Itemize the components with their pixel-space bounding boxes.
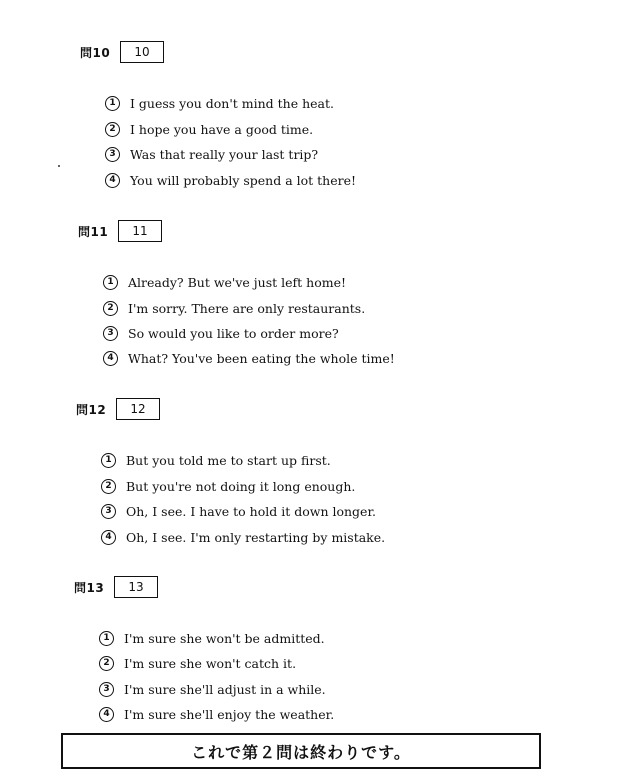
option-2 — [105, 119, 313, 139]
option-3 — [103, 323, 339, 343]
option-text: But you told me to start up first. — [126, 452, 331, 468]
answer-box: 12 — [116, 398, 160, 420]
option-text: I'm sure she won't catch it. — [124, 655, 297, 671]
question-header — [80, 40, 164, 64]
option-2 — [103, 298, 365, 318]
option-3 — [101, 501, 376, 521]
option-number: 1 — [99, 631, 114, 646]
option-number: 3 — [103, 326, 118, 341]
option-number: 3 — [105, 147, 120, 162]
option-text: I'm sorry. There are only restaurants. — [128, 300, 366, 316]
option-3 — [105, 144, 318, 164]
question-label: 問13 — [74, 580, 105, 595]
option-number: 3 — [101, 504, 116, 519]
option-1 — [101, 450, 331, 470]
option-text: You will probably spend a lot there! — [130, 172, 357, 188]
option-text: Already? But we've just left home! — [128, 274, 346, 290]
option-text: Oh, I see. I have to hold it down longer. — [126, 503, 377, 519]
option-1 — [103, 272, 346, 292]
option-text: I'm sure she'll adjust in a while. — [124, 681, 326, 697]
option-number: 2 — [105, 122, 120, 137]
option-4 — [101, 527, 385, 547]
answer-box: 11 — [118, 220, 162, 242]
question-header — [74, 575, 158, 599]
option-number: 3 — [99, 682, 114, 697]
option-text: So would you like to order more? — [128, 325, 339, 341]
option-4 — [105, 170, 356, 190]
option-text: I hope you have a good time. — [130, 121, 314, 137]
option-1 — [105, 93, 334, 113]
question-label: 問12 — [76, 402, 107, 417]
option-2 — [99, 653, 296, 673]
option-number: 2 — [99, 656, 114, 671]
option-text: Oh, I see. I'm only restarting by mistake. — [126, 529, 386, 545]
option-3 — [99, 679, 326, 699]
stray-dot — [58, 165, 60, 167]
option-text: I guess you don't mind the heat. — [130, 95, 335, 111]
option-number: 2 — [103, 301, 118, 316]
question-header — [76, 397, 160, 421]
option-text: Was that really your last trip? — [130, 146, 319, 162]
option-number: 2 — [101, 479, 116, 494]
option-text: What? You've been eating the whole time! — [128, 350, 395, 366]
answer-box: 10 — [120, 41, 164, 63]
option-number: 1 — [105, 96, 120, 111]
option-number: 1 — [101, 453, 116, 468]
question-label: 問11 — [78, 224, 109, 239]
option-text: But you're not doing it long enough. — [126, 478, 356, 494]
option-1 — [99, 628, 325, 648]
end-of-section-notice: これで第２問は終わりです。 — [61, 733, 541, 769]
option-number: 4 — [103, 351, 118, 366]
option-text: I'm sure she'll enjoy the weather. — [124, 706, 335, 722]
question-header — [78, 219, 162, 243]
answer-box: 13 — [114, 576, 158, 598]
option-text: I'm sure she won't be admitted. — [124, 630, 325, 646]
option-4 — [103, 348, 395, 368]
option-number: 4 — [105, 173, 120, 188]
option-number: 4 — [99, 707, 114, 722]
option-number: 4 — [101, 530, 116, 545]
option-number: 1 — [103, 275, 118, 290]
option-2 — [101, 476, 355, 496]
question-label: 問10 — [80, 45, 111, 60]
option-4 — [99, 704, 334, 724]
